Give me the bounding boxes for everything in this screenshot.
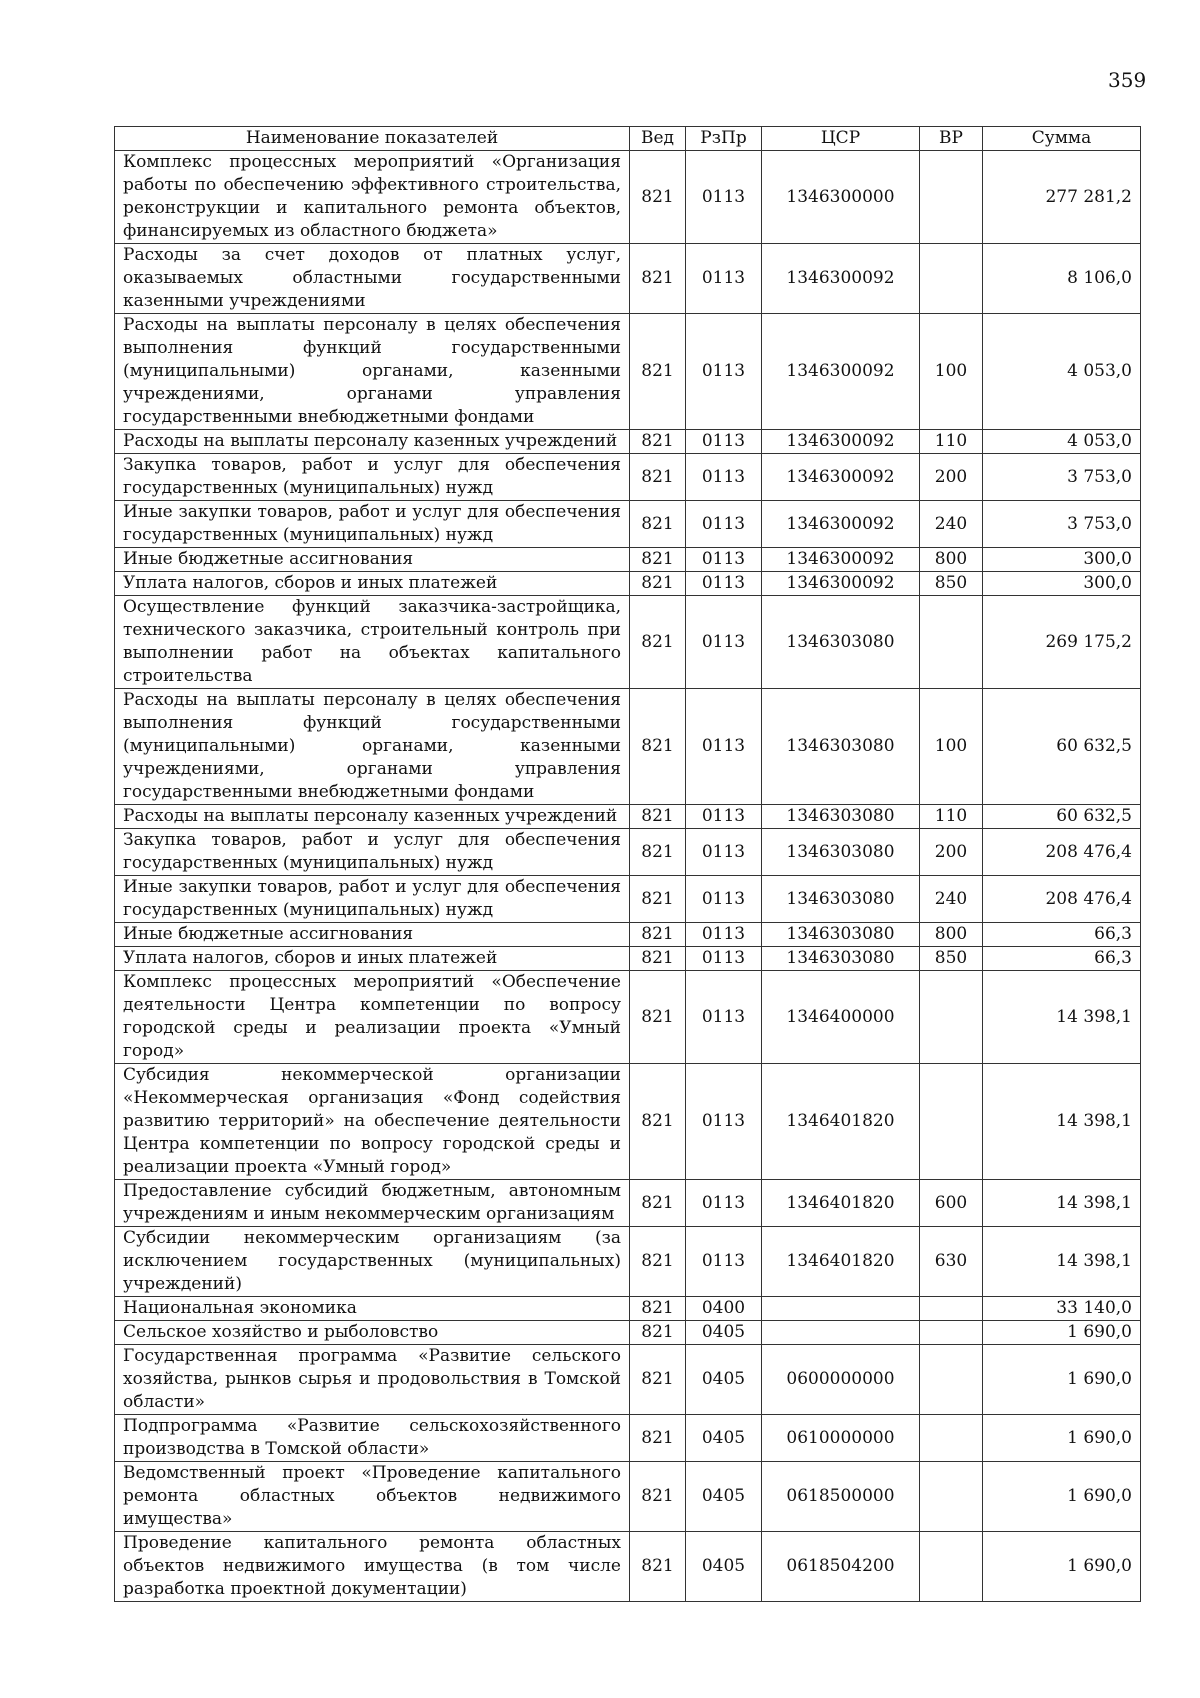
cell-csr: 1346300092 (762, 430, 920, 454)
cell-name: Ведомственный проект «Проведение капитального ремонта областных объектов недвижимого имущества» (115, 1462, 630, 1532)
cell-rzpr: 0405 (686, 1345, 762, 1415)
table-row (115, 947, 1141, 971)
cell-ved: 821 (630, 1180, 686, 1227)
cell-ved: 821 (630, 1462, 686, 1532)
table-row (115, 1415, 1141, 1462)
table-row (115, 501, 1141, 548)
table-row (115, 314, 1141, 430)
table-row (115, 430, 1141, 454)
cell-csr: 1346300092 (762, 501, 920, 548)
cell-ved: 821 (630, 947, 686, 971)
cell-name: Предоставление субсидий бюджетным, автономным учреждениям и иным некоммерческим организациям (115, 1180, 630, 1227)
cell-sum: 66,3 (983, 947, 1141, 971)
cell-rzpr: 0113 (686, 1180, 762, 1227)
cell-ved: 821 (630, 548, 686, 572)
table-row (115, 829, 1141, 876)
cell-ved: 821 (630, 1345, 686, 1415)
cell-csr: 0600000000 (762, 1345, 920, 1415)
cell-vr (920, 244, 983, 314)
cell-vr (920, 1064, 983, 1180)
cell-ved: 821 (630, 805, 686, 829)
cell-sum: 208 476,4 (983, 829, 1141, 876)
cell-sum: 300,0 (983, 572, 1141, 596)
cell-name: Иные закупки товаров, работ и услуг для обеспечения государственных (муниципальных) нужд (115, 501, 630, 548)
cell-vr: 100 (920, 689, 983, 805)
cell-csr: 1346300000 (762, 151, 920, 244)
cell-vr: 600 (920, 1180, 983, 1227)
cell-sum: 14 398,1 (983, 1064, 1141, 1180)
cell-name: Комплекс процессных мероприятий «Организация работы по обеспечению эффективного строительства, реконструкции и капитального ремонта объектов, финансируемых из областного бюджета» (115, 151, 630, 244)
cell-rzpr: 0400 (686, 1297, 762, 1321)
cell-rzpr: 0113 (686, 971, 762, 1064)
table-row (115, 1297, 1141, 1321)
cell-name: Национальная экономика (115, 1297, 630, 1321)
cell-sum: 277 281,2 (983, 151, 1141, 244)
cell-ved: 821 (630, 876, 686, 923)
cell-vr (920, 596, 983, 689)
table-row (115, 1180, 1141, 1227)
header-name: Наименование показателей (115, 127, 630, 151)
cell-csr: 1346300092 (762, 454, 920, 501)
cell-name: Уплата налогов, сборов и иных платежей (115, 947, 630, 971)
cell-rzpr: 0113 (686, 501, 762, 548)
cell-sum: 1 690,0 (983, 1345, 1141, 1415)
cell-csr: 0618504200 (762, 1532, 920, 1602)
table-row (115, 1462, 1141, 1532)
cell-vr (920, 1462, 983, 1532)
cell-rzpr: 0113 (686, 572, 762, 596)
cell-name: Осуществление функций заказчика-застройщика, технического заказчика, строительный контроль при выполнении работ на объектах капитального строительства (115, 596, 630, 689)
cell-name: Проведение капитального ремонта областных объектов недвижимого имущества (в том числе разработка проектной документации) (115, 1532, 630, 1602)
cell-csr: 1346303080 (762, 596, 920, 689)
cell-vr: 100 (920, 314, 983, 430)
cell-name: Иные бюджетные ассигнования (115, 548, 630, 572)
cell-rzpr: 0113 (686, 689, 762, 805)
cell-sum: 33 140,0 (983, 1297, 1141, 1321)
cell-ved: 821 (630, 151, 686, 244)
cell-vr: 240 (920, 501, 983, 548)
cell-ved: 821 (630, 1321, 686, 1345)
cell-vr (920, 1532, 983, 1602)
cell-rzpr: 0405 (686, 1321, 762, 1345)
cell-vr: 200 (920, 454, 983, 501)
cell-ved: 821 (630, 1227, 686, 1297)
cell-rzpr: 0113 (686, 430, 762, 454)
cell-ved: 821 (630, 596, 686, 689)
cell-sum: 1 690,0 (983, 1321, 1141, 1345)
cell-name: Сельское хозяйство и рыболовство (115, 1321, 630, 1345)
cell-vr: 850 (920, 572, 983, 596)
cell-ved: 821 (630, 314, 686, 430)
table-row (115, 151, 1141, 244)
cell-name: Комплекс процессных мероприятий «Обеспечение деятельности Центра компетенции по вопросу городской среды и реализации проекта «Умный город» (115, 971, 630, 1064)
cell-rzpr: 0405 (686, 1415, 762, 1462)
cell-ved: 821 (630, 689, 686, 805)
cell-ved: 821 (630, 572, 686, 596)
cell-sum: 1 690,0 (983, 1415, 1141, 1462)
cell-sum: 8 106,0 (983, 244, 1141, 314)
cell-name: Субсидия некоммерческой организации «Некоммерческая организация «Фонд содействия развитию территорий» на обеспечение деятельности Центра компетенции по вопросу городской среды и реализации проекта «Умный город» (115, 1064, 630, 1180)
cell-csr: 1346401820 (762, 1064, 920, 1180)
table-row (115, 876, 1141, 923)
header-csr: ЦСР (762, 127, 920, 151)
cell-vr: 200 (920, 829, 983, 876)
cell-rzpr: 0113 (686, 1227, 762, 1297)
cell-csr: 1346300092 (762, 548, 920, 572)
cell-vr: 240 (920, 876, 983, 923)
table-row (115, 244, 1141, 314)
table-row (115, 548, 1141, 572)
cell-rzpr: 0113 (686, 829, 762, 876)
table-row (115, 454, 1141, 501)
table-row (115, 596, 1141, 689)
table-row (115, 1227, 1141, 1297)
table-body (115, 151, 1141, 1602)
cell-csr: 1346303080 (762, 829, 920, 876)
cell-csr: 1346303080 (762, 805, 920, 829)
cell-csr (762, 1321, 920, 1345)
cell-rzpr: 0113 (686, 244, 762, 314)
cell-ved: 821 (630, 1064, 686, 1180)
cell-rzpr: 0113 (686, 596, 762, 689)
cell-rzpr: 0113 (686, 1064, 762, 1180)
cell-csr: 1346303080 (762, 876, 920, 923)
cell-vr: 800 (920, 548, 983, 572)
table-row (115, 1345, 1141, 1415)
cell-ved: 821 (630, 1297, 686, 1321)
cell-vr (920, 1345, 983, 1415)
cell-csr: 1346300092 (762, 244, 920, 314)
cell-sum: 60 632,5 (983, 805, 1141, 829)
cell-sum: 300,0 (983, 548, 1141, 572)
cell-vr: 800 (920, 923, 983, 947)
cell-csr: 1346401820 (762, 1180, 920, 1227)
table-row (115, 971, 1141, 1064)
cell-name: Закупка товаров, работ и услуг для обеспечения государственных (муниципальных) нужд (115, 829, 630, 876)
cell-name: Расходы на выплаты персоналу в целях обеспечения выполнения функций государственными (муниципальными) органами, казенными учреждениями, органами управления государственными внебюджетными фондами (115, 314, 630, 430)
cell-ved: 821 (630, 829, 686, 876)
cell-vr: 110 (920, 430, 983, 454)
cell-ved: 821 (630, 971, 686, 1064)
cell-sum: 14 398,1 (983, 1227, 1141, 1297)
cell-sum: 3 753,0 (983, 454, 1141, 501)
cell-rzpr: 0405 (686, 1532, 762, 1602)
cell-name: Подпрограмма «Развитие сельскохозяйственного производства в Томской области» (115, 1415, 630, 1462)
cell-sum: 1 690,0 (983, 1532, 1141, 1602)
cell-ved: 821 (630, 501, 686, 548)
cell-sum: 60 632,5 (983, 689, 1141, 805)
cell-csr: 1346303080 (762, 689, 920, 805)
cell-sum: 66,3 (983, 923, 1141, 947)
cell-rzpr: 0113 (686, 947, 762, 971)
table-row (115, 689, 1141, 805)
cell-name: Субсидии некоммерческим организациям (за исключением государственных (муниципальных) учреждений) (115, 1227, 630, 1297)
cell-name: Государственная программа «Развитие сельского хозяйства, рынков сырья и продовольствия в Томской области» (115, 1345, 630, 1415)
header-vr: ВР (920, 127, 983, 151)
cell-rzpr: 0405 (686, 1462, 762, 1532)
cell-vr: 110 (920, 805, 983, 829)
cell-name: Иные бюджетные ассигнования (115, 923, 630, 947)
table-row (115, 805, 1141, 829)
cell-csr: 1346303080 (762, 947, 920, 971)
cell-ved: 821 (630, 244, 686, 314)
cell-rzpr: 0113 (686, 923, 762, 947)
cell-csr: 1346401820 (762, 1227, 920, 1297)
header-sum: Сумма (983, 127, 1141, 151)
cell-name: Расходы на выплаты персоналу в целях обеспечения выполнения функций государственными (муниципальными) органами, казенными учреждениями, органами управления государственными внебюджетными фондами (115, 689, 630, 805)
cell-sum: 14 398,1 (983, 1180, 1141, 1227)
page-number: 359 (1108, 68, 1147, 92)
cell-name: Расходы на выплаты персоналу казенных учреждений (115, 430, 630, 454)
cell-csr: 1346300092 (762, 572, 920, 596)
cell-csr: 1346400000 (762, 971, 920, 1064)
cell-rzpr: 0113 (686, 548, 762, 572)
cell-csr (762, 1297, 920, 1321)
cell-vr (920, 151, 983, 244)
cell-rzpr: 0113 (686, 805, 762, 829)
table-row (115, 1321, 1141, 1345)
cell-sum: 14 398,1 (983, 971, 1141, 1064)
cell-csr: 1346300092 (762, 314, 920, 430)
table-row (115, 923, 1141, 947)
cell-rzpr: 0113 (686, 314, 762, 430)
cell-vr (920, 971, 983, 1064)
table-row (115, 1532, 1141, 1602)
cell-vr (920, 1321, 983, 1345)
header-rzpr: РзПр (686, 127, 762, 151)
cell-vr: 850 (920, 947, 983, 971)
cell-vr (920, 1297, 983, 1321)
cell-vr (920, 1415, 983, 1462)
cell-sum: 4 053,0 (983, 430, 1141, 454)
table-row (115, 1064, 1141, 1180)
cell-sum: 3 753,0 (983, 501, 1141, 548)
cell-sum: 269 175,2 (983, 596, 1141, 689)
cell-rzpr: 0113 (686, 876, 762, 923)
cell-ved: 821 (630, 430, 686, 454)
cell-ved: 821 (630, 1532, 686, 1602)
cell-name: Уплата налогов, сборов и иных платежей (115, 572, 630, 596)
cell-name: Закупка товаров, работ и услуг для обеспечения государственных (муниципальных) нужд (115, 454, 630, 501)
table-header-row (115, 127, 1141, 151)
cell-ved: 821 (630, 454, 686, 501)
cell-name: Расходы за счет доходов от платных услуг, оказываемых областными государственными казенными учреждениями (115, 244, 630, 314)
cell-rzpr: 0113 (686, 151, 762, 244)
cell-rzpr: 0113 (686, 454, 762, 501)
header-ved: Вед (630, 127, 686, 151)
cell-csr: 0610000000 (762, 1415, 920, 1462)
cell-vr: 630 (920, 1227, 983, 1297)
cell-ved: 821 (630, 1415, 686, 1462)
cell-sum: 1 690,0 (983, 1462, 1141, 1532)
cell-csr: 0618500000 (762, 1462, 920, 1532)
cell-ved: 821 (630, 923, 686, 947)
cell-sum: 208 476,4 (983, 876, 1141, 923)
cell-csr: 1346303080 (762, 923, 920, 947)
cell-name: Расходы на выплаты персоналу казенных учреждений (115, 805, 630, 829)
budget-table (114, 126, 1141, 1602)
cell-sum: 4 053,0 (983, 314, 1141, 430)
cell-name: Иные закупки товаров, работ и услуг для обеспечения государственных (муниципальных) нужд (115, 876, 630, 923)
table-row (115, 572, 1141, 596)
